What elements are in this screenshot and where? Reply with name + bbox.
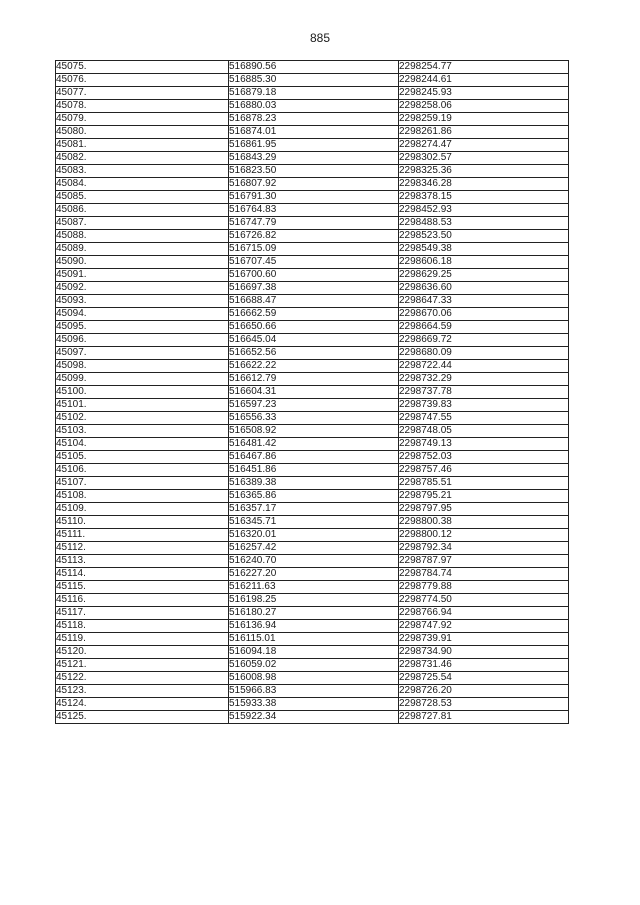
table-row [56, 555, 569, 568]
x-coordinate-cell: 516878.23 [229, 113, 399, 126]
point-number-cell: 45092. [56, 282, 229, 295]
point-number-cell: 45109. [56, 503, 229, 516]
y-coordinate-cell: 2298647.33 [399, 295, 569, 308]
x-coordinate-cell: 516688.47 [229, 295, 399, 308]
y-coordinate-cell: 2298549.38 [399, 243, 569, 256]
point-number-cell: 45086. [56, 204, 229, 217]
coordinates-table-body [56, 61, 569, 724]
table-row [56, 360, 569, 373]
table-row [56, 672, 569, 685]
page-number: 885 [309, 31, 331, 45]
y-coordinate-cell: 2298259.19 [399, 113, 569, 126]
x-coordinate-cell: 516180.27 [229, 607, 399, 620]
point-number-cell: 45118. [56, 620, 229, 633]
table-row [56, 243, 569, 256]
y-coordinate-cell: 2298523.50 [399, 230, 569, 243]
y-coordinate-cell: 2298664.59 [399, 321, 569, 334]
point-number-cell: 45105. [56, 451, 229, 464]
table-row [56, 425, 569, 438]
y-coordinate-cell: 2298629.25 [399, 269, 569, 282]
x-coordinate-cell: 516662.59 [229, 308, 399, 321]
x-coordinate-cell: 516747.79 [229, 217, 399, 230]
table-row [56, 126, 569, 139]
point-number-cell: 45093. [56, 295, 229, 308]
table-row [56, 659, 569, 672]
x-coordinate-cell: 516357.17 [229, 503, 399, 516]
x-coordinate-cell: 516890.56 [229, 61, 399, 74]
y-coordinate-cell: 2298325.36 [399, 165, 569, 178]
table-row [56, 542, 569, 555]
x-coordinate-cell: 516700.60 [229, 269, 399, 282]
y-coordinate-cell: 2298797.95 [399, 503, 569, 516]
table-row [56, 178, 569, 191]
table-row [56, 568, 569, 581]
point-number-cell: 45100. [56, 386, 229, 399]
table-row [56, 256, 569, 269]
y-coordinate-cell: 2298670.06 [399, 308, 569, 321]
table-row [56, 386, 569, 399]
x-coordinate-cell: 516227.20 [229, 568, 399, 581]
point-number-cell: 45103. [56, 425, 229, 438]
x-coordinate-cell: 516861.95 [229, 139, 399, 152]
y-coordinate-cell: 2298725.54 [399, 672, 569, 685]
x-coordinate-cell: 516481.42 [229, 438, 399, 451]
point-number-cell: 45112. [56, 542, 229, 555]
table-row [56, 477, 569, 490]
x-coordinate-cell: 516879.18 [229, 87, 399, 100]
table-row [56, 620, 569, 633]
y-coordinate-cell: 2298795.21 [399, 490, 569, 503]
y-coordinate-cell: 2298636.60 [399, 282, 569, 295]
y-coordinate-cell: 2298669.72 [399, 334, 569, 347]
table-row [56, 113, 569, 126]
x-coordinate-cell: 516715.09 [229, 243, 399, 256]
point-number-cell: 45091. [56, 269, 229, 282]
x-coordinate-cell: 516645.04 [229, 334, 399, 347]
table-row [56, 438, 569, 451]
point-number-cell: 45124. [56, 698, 229, 711]
y-coordinate-cell: 2298245.93 [399, 87, 569, 100]
x-coordinate-cell: 516556.33 [229, 412, 399, 425]
table-row [56, 321, 569, 334]
point-number-cell: 45077. [56, 87, 229, 100]
table-row [56, 698, 569, 711]
x-coordinate-cell: 516764.83 [229, 204, 399, 217]
point-number-cell: 45101. [56, 399, 229, 412]
y-coordinate-cell: 2298766.94 [399, 607, 569, 620]
x-coordinate-cell: 515966.83 [229, 685, 399, 698]
x-coordinate-cell: 516008.98 [229, 672, 399, 685]
point-number-cell: 45119. [56, 633, 229, 646]
point-number-cell: 45115. [56, 581, 229, 594]
point-number-cell: 45123. [56, 685, 229, 698]
table-row [56, 646, 569, 659]
y-coordinate-cell: 2298784.74 [399, 568, 569, 581]
x-coordinate-cell: 516612.79 [229, 373, 399, 386]
y-coordinate-cell: 2298346.28 [399, 178, 569, 191]
y-coordinate-cell: 2298787.97 [399, 555, 569, 568]
table-row [56, 503, 569, 516]
table-row [56, 269, 569, 282]
y-coordinate-cell: 2298731.46 [399, 659, 569, 672]
x-coordinate-cell: 516467.86 [229, 451, 399, 464]
x-coordinate-cell: 516650.66 [229, 321, 399, 334]
table-row [56, 451, 569, 464]
table-row [56, 87, 569, 100]
y-coordinate-cell: 2298244.61 [399, 74, 569, 87]
point-number-cell: 45113. [56, 555, 229, 568]
y-coordinate-cell: 2298800.38 [399, 516, 569, 529]
y-coordinate-cell: 2298734.90 [399, 646, 569, 659]
point-number-cell: 45080. [56, 126, 229, 139]
point-number-cell: 45125. [56, 711, 229, 724]
x-coordinate-cell: 516652.56 [229, 347, 399, 360]
x-coordinate-cell: 516240.70 [229, 555, 399, 568]
x-coordinate-cell: 516508.92 [229, 425, 399, 438]
x-coordinate-cell: 516389.38 [229, 477, 399, 490]
table-row [56, 165, 569, 178]
x-coordinate-cell: 516345.71 [229, 516, 399, 529]
x-coordinate-cell: 515922.34 [229, 711, 399, 724]
table-row [56, 347, 569, 360]
table-row [56, 490, 569, 503]
x-coordinate-cell: 516874.01 [229, 126, 399, 139]
x-coordinate-cell: 516320.01 [229, 529, 399, 542]
point-number-cell: 45087. [56, 217, 229, 230]
x-coordinate-cell: 516115.01 [229, 633, 399, 646]
point-number-cell: 45079. [56, 113, 229, 126]
y-coordinate-cell: 2298680.09 [399, 347, 569, 360]
table-row [56, 74, 569, 87]
table-row [56, 61, 569, 74]
point-number-cell: 45089. [56, 243, 229, 256]
table-row [56, 685, 569, 698]
point-number-cell: 45075. [56, 61, 229, 74]
table-row [56, 191, 569, 204]
table-row [56, 334, 569, 347]
table-row [56, 204, 569, 217]
point-number-cell: 45088. [56, 230, 229, 243]
x-coordinate-cell: 516697.38 [229, 282, 399, 295]
y-coordinate-cell: 2298488.53 [399, 217, 569, 230]
y-coordinate-cell: 2298747.92 [399, 620, 569, 633]
x-coordinate-cell: 516622.22 [229, 360, 399, 373]
point-number-cell: 45114. [56, 568, 229, 581]
point-number-cell: 45111. [56, 529, 229, 542]
x-coordinate-cell: 516597.23 [229, 399, 399, 412]
table-row [56, 464, 569, 477]
table-row [56, 295, 569, 308]
table-row [56, 373, 569, 386]
table-row [56, 711, 569, 724]
y-coordinate-cell: 2298785.51 [399, 477, 569, 490]
coordinates-table [55, 60, 569, 724]
point-number-cell: 45081. [56, 139, 229, 152]
table-row [56, 152, 569, 165]
y-coordinate-cell: 2298748.05 [399, 425, 569, 438]
point-number-cell: 45082. [56, 152, 229, 165]
point-number-cell: 45110. [56, 516, 229, 529]
point-number-cell: 45107. [56, 477, 229, 490]
x-coordinate-cell: 516136.94 [229, 620, 399, 633]
table-row [56, 607, 569, 620]
y-coordinate-cell: 2298254.77 [399, 61, 569, 74]
x-coordinate-cell: 516198.25 [229, 594, 399, 607]
table-row [56, 308, 569, 321]
y-coordinate-cell: 2298258.06 [399, 100, 569, 113]
x-coordinate-cell: 516094.18 [229, 646, 399, 659]
point-number-cell: 45097. [56, 347, 229, 360]
y-coordinate-cell: 2298737.78 [399, 386, 569, 399]
point-number-cell: 45122. [56, 672, 229, 685]
table-row [56, 282, 569, 295]
point-number-cell: 45076. [56, 74, 229, 87]
point-number-cell: 45117. [56, 607, 229, 620]
x-coordinate-cell: 515933.38 [229, 698, 399, 711]
table-row [56, 100, 569, 113]
point-number-cell: 45094. [56, 308, 229, 321]
y-coordinate-cell: 2298800.12 [399, 529, 569, 542]
table-row [56, 594, 569, 607]
y-coordinate-cell: 2298274.47 [399, 139, 569, 152]
point-number-cell: 45121. [56, 659, 229, 672]
point-number-cell: 45106. [56, 464, 229, 477]
point-number-cell: 45085. [56, 191, 229, 204]
x-coordinate-cell: 516880.03 [229, 100, 399, 113]
point-number-cell: 45078. [56, 100, 229, 113]
y-coordinate-cell: 2298726.20 [399, 685, 569, 698]
point-number-cell: 45096. [56, 334, 229, 347]
y-coordinate-cell: 2298739.91 [399, 633, 569, 646]
x-coordinate-cell: 516257.42 [229, 542, 399, 555]
y-coordinate-cell: 2298732.29 [399, 373, 569, 386]
point-number-cell: 45102. [56, 412, 229, 425]
point-number-cell: 45108. [56, 490, 229, 503]
table-row [56, 516, 569, 529]
y-coordinate-cell: 2298452.93 [399, 204, 569, 217]
x-coordinate-cell: 516885.30 [229, 74, 399, 87]
y-coordinate-cell: 2298792.34 [399, 542, 569, 555]
table-row [56, 529, 569, 542]
y-coordinate-cell: 2298261.86 [399, 126, 569, 139]
point-number-cell: 45099. [56, 373, 229, 386]
x-coordinate-cell: 516726.82 [229, 230, 399, 243]
point-number-cell: 45084. [56, 178, 229, 191]
y-coordinate-cell: 2298722.44 [399, 360, 569, 373]
point-number-cell: 45098. [56, 360, 229, 373]
table-row [56, 139, 569, 152]
point-number-cell: 45095. [56, 321, 229, 334]
y-coordinate-cell: 2298774.50 [399, 594, 569, 607]
y-coordinate-cell: 2298779.88 [399, 581, 569, 594]
point-number-cell: 45116. [56, 594, 229, 607]
x-coordinate-cell: 516059.02 [229, 659, 399, 672]
y-coordinate-cell: 2298752.03 [399, 451, 569, 464]
x-coordinate-cell: 516843.29 [229, 152, 399, 165]
table-row [56, 217, 569, 230]
y-coordinate-cell: 2298747.55 [399, 412, 569, 425]
y-coordinate-cell: 2298302.57 [399, 152, 569, 165]
x-coordinate-cell: 516823.50 [229, 165, 399, 178]
table-row [56, 412, 569, 425]
x-coordinate-cell: 516365.86 [229, 490, 399, 503]
table-row [56, 230, 569, 243]
x-coordinate-cell: 516604.31 [229, 386, 399, 399]
y-coordinate-cell: 2298757.46 [399, 464, 569, 477]
x-coordinate-cell: 516451.86 [229, 464, 399, 477]
table-row [56, 633, 569, 646]
x-coordinate-cell: 516707.45 [229, 256, 399, 269]
point-number-cell: 45104. [56, 438, 229, 451]
y-coordinate-cell: 2298378.15 [399, 191, 569, 204]
y-coordinate-cell: 2298727.81 [399, 711, 569, 724]
x-coordinate-cell: 516211.63 [229, 581, 399, 594]
x-coordinate-cell: 516791.30 [229, 191, 399, 204]
point-number-cell: 45083. [56, 165, 229, 178]
point-number-cell: 45120. [56, 646, 229, 659]
y-coordinate-cell: 2298606.18 [399, 256, 569, 269]
x-coordinate-cell: 516807.92 [229, 178, 399, 191]
table-row [56, 581, 569, 594]
point-number-cell: 45090. [56, 256, 229, 269]
y-coordinate-cell: 2298749.13 [399, 438, 569, 451]
table-row [56, 399, 569, 412]
y-coordinate-cell: 2298739.83 [399, 399, 569, 412]
y-coordinate-cell: 2298728.53 [399, 698, 569, 711]
